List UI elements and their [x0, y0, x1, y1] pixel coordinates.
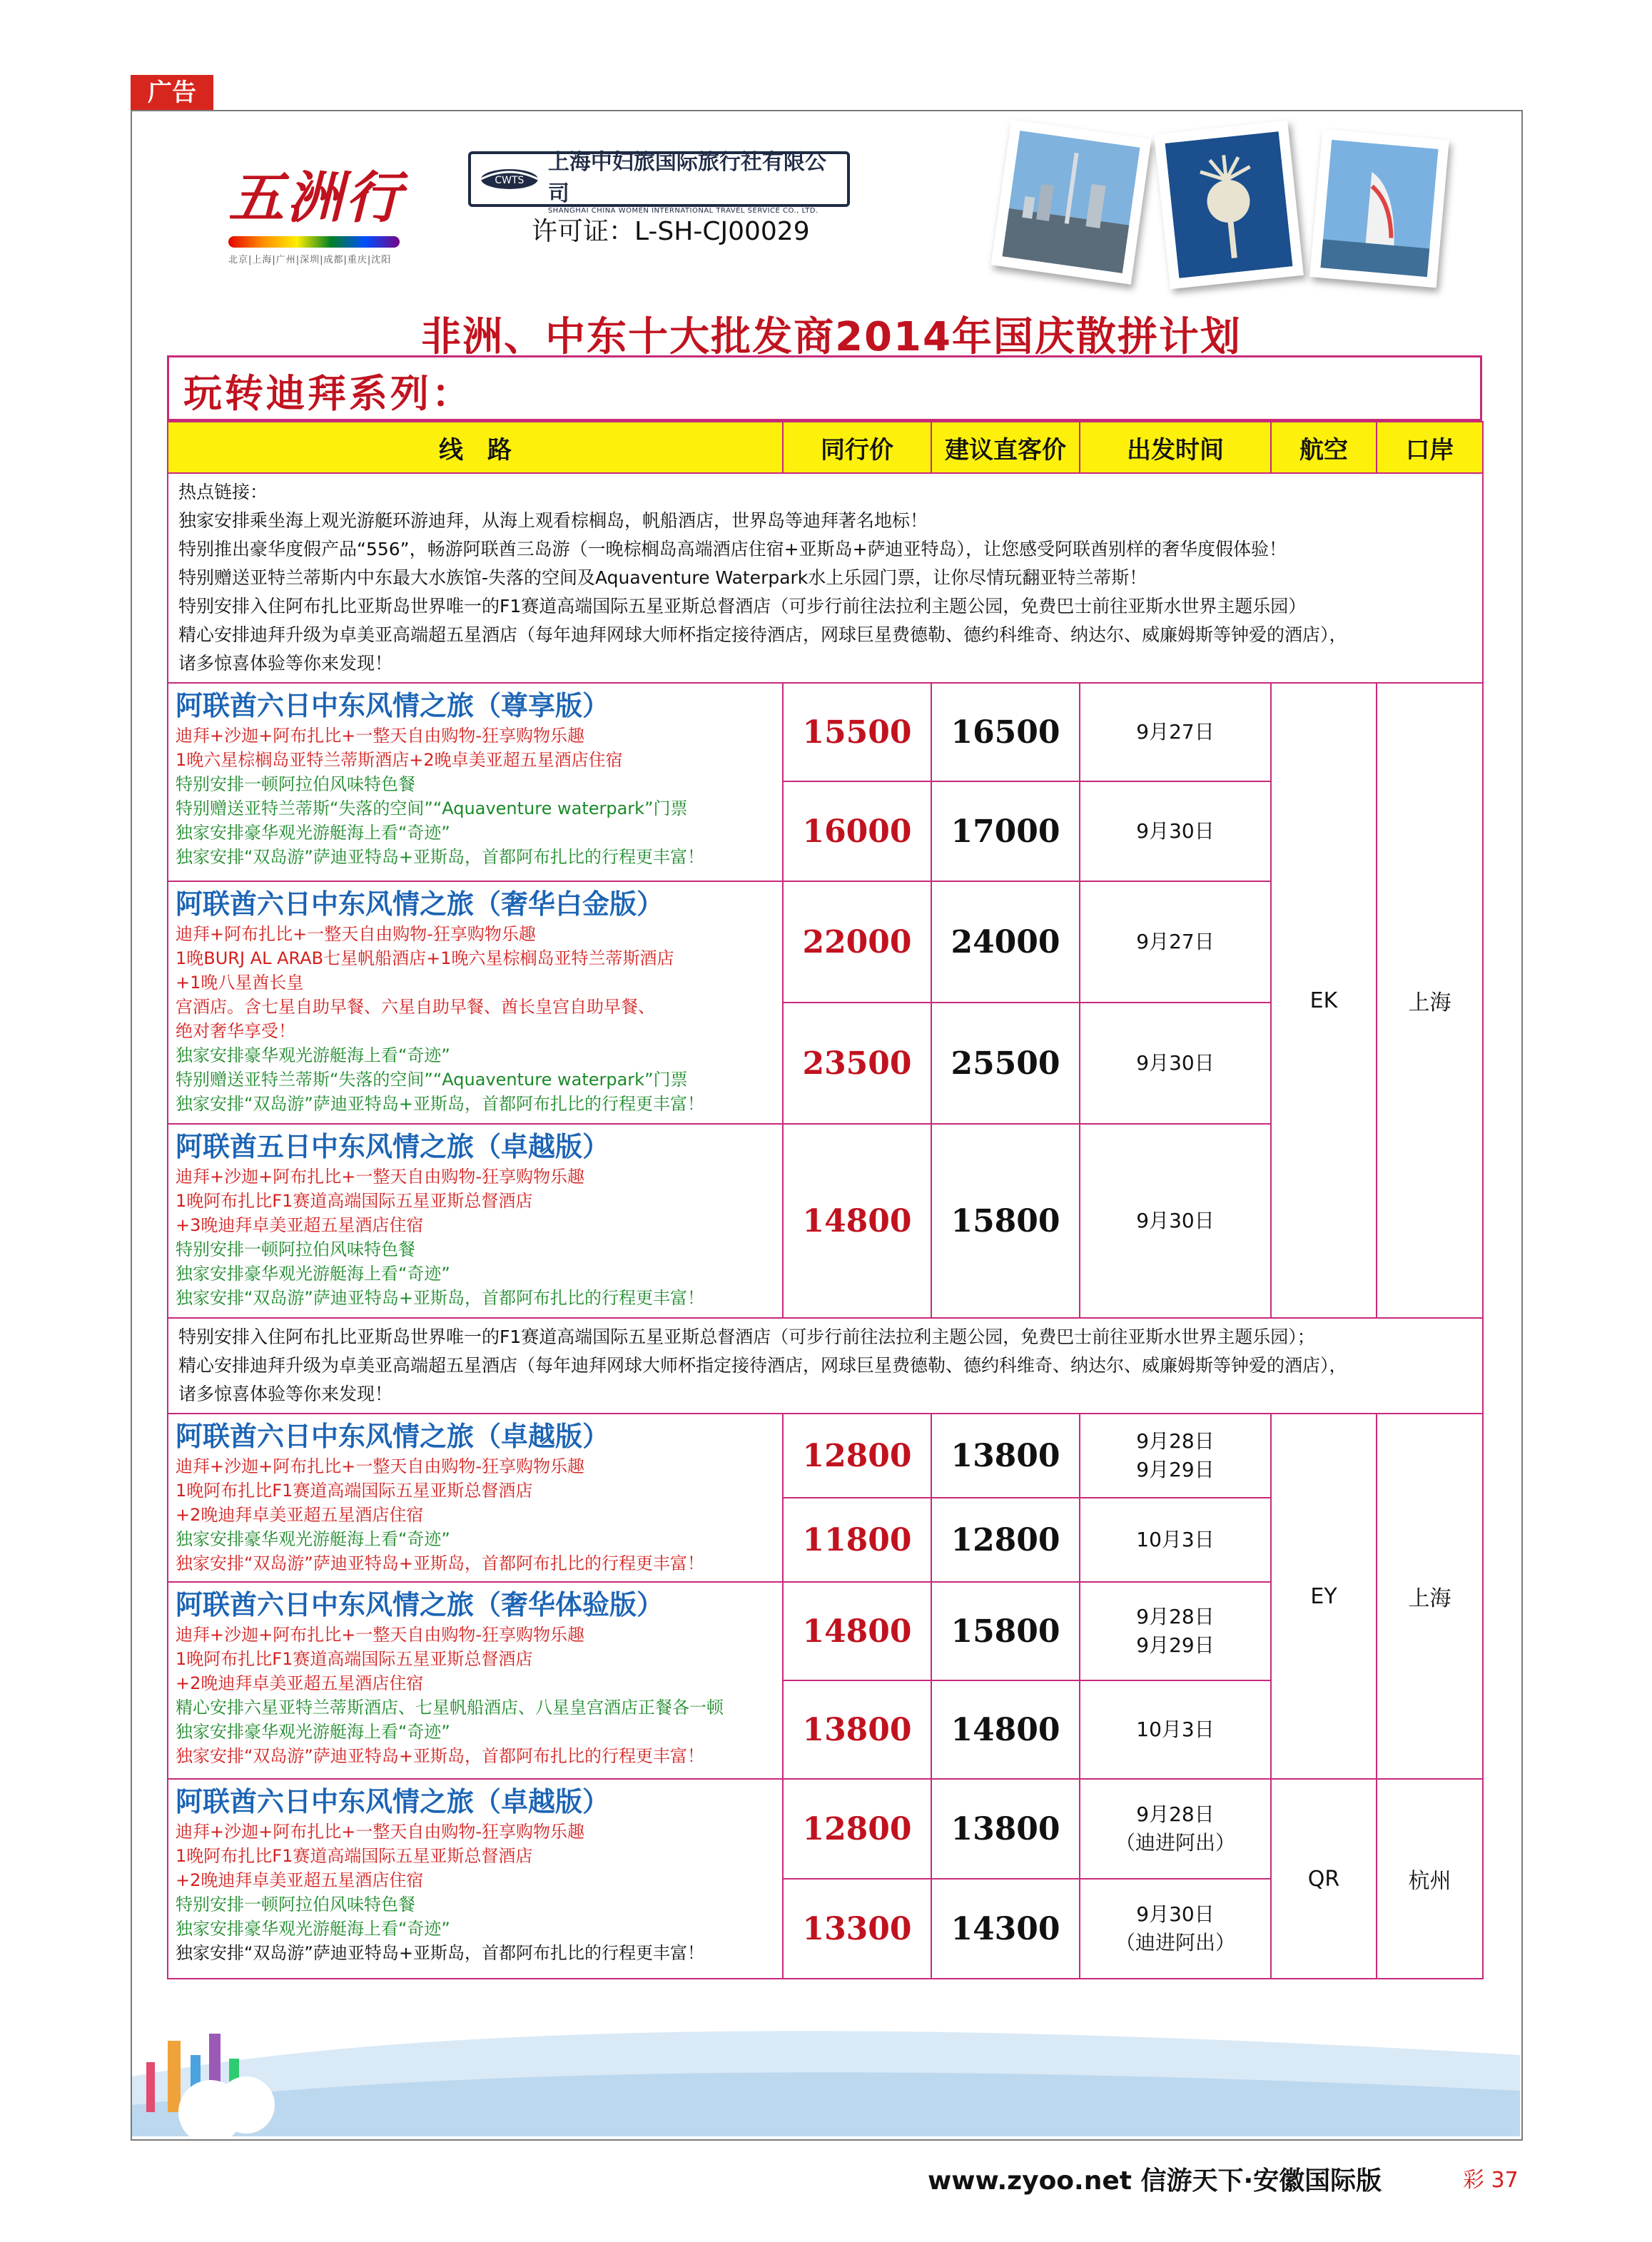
note-line: 特别赠送亚特兰蒂斯内中东最大水族馆-失落的空间及Aquaventure Waterpark水上乐园门票，让你尽情玩翻亚特兰蒂斯！ [178, 567, 1147, 588]
photo-palm-island [1154, 121, 1304, 289]
note-line: 诸多惊喜体验等你来发现！ [178, 653, 393, 674]
route-line: 独家安排豪华观光游艇海上看“奇迹” [176, 1529, 450, 1549]
route-line: 迪拜+沙迦+阿布扎比+一整天自由购物-狂享购物乐趣 [176, 726, 584, 746]
route-line: 精心安排六星亚特兰蒂斯酒店、七星帆船酒店、八星皇宫酒店正餐各一顿 [176, 1698, 724, 1718]
route-line: 绝对奢华享受！ [176, 1021, 295, 1041]
departure-date [1080, 1414, 1271, 1498]
retail-price: 16500 [931, 683, 1080, 781]
palm-island-image [1165, 131, 1293, 278]
airline-cell: EY [1271, 1414, 1377, 1779]
rainbow-stripe [228, 236, 400, 248]
table-row [168, 683, 1483, 781]
date-line: （迪进阿出） [1115, 1831, 1235, 1855]
route-line: +2晚迪拜卓美亚超五星酒店住宿 [176, 1505, 424, 1525]
route-line: +2晚迪拜卓美亚超五星酒店住宿 [176, 1673, 424, 1693]
skyline-image [1002, 131, 1140, 273]
airline-cell: QR [1271, 1779, 1377, 1979]
header-departure: 出发时间 [1080, 422, 1271, 473]
header-port: 口岸 [1377, 422, 1483, 473]
date-line: 9月30日 [1136, 1209, 1215, 1232]
trade-price: 13800 [783, 1680, 931, 1779]
itinerary-table [167, 421, 1484, 1979]
company-name-en: SHANGHAI CHINA WOMEN INTERNATIONAL TRAVEL SERVICE CO., LTD. [547, 206, 819, 215]
route-line: 特别赠送亚特兰蒂斯“失落的空间”“Aquaventure waterpark”门票 [176, 798, 688, 818]
route-line: 1晚阿布扎比F1赛道高端国际五星亚斯总督酒店 [176, 1191, 533, 1211]
route-line: 特别赠送亚特兰蒂斯“失落的空间”“Aquaventure waterpark”门票 [176, 1070, 688, 1090]
route-line: 独家安排豪华观光游艇海上看“奇迹” [176, 1045, 450, 1065]
route-line: 迪拜+沙迦+阿布扎比+一整天自由购物-狂享购物乐趣 [176, 1625, 584, 1645]
date-line: 9月28日 [1136, 1429, 1215, 1453]
page-number: 彩 37 [1463, 2168, 1519, 2193]
route-line: 1晚六星棕榈岛亚特兰蒂斯酒店+2晚卓美亚超五星酒店住宿 [176, 750, 623, 770]
header-airline: 航空 [1271, 422, 1377, 473]
retail-price: 15800 [931, 1124, 1080, 1318]
trade-price: 11800 [783, 1498, 931, 1582]
series-title: 玩转迪拜系列： [183, 371, 473, 416]
retail-price: 15800 [931, 1582, 1080, 1680]
departure-date [1080, 1779, 1271, 1879]
route-cell [168, 1779, 783, 1979]
route-line: +1晚八星酋长皇 [176, 973, 304, 993]
retail-price: 17000 [931, 781, 1080, 881]
route-title: 阿联酋六日中东风情之旅（奢华体验版） [176, 1589, 664, 1620]
retail-price: 24000 [931, 881, 1080, 1003]
photo-burj-al-arab [1309, 129, 1449, 288]
route-line: 特别安排一顿阿拉伯风味特色餐 [176, 1239, 415, 1259]
route-line: 1晚BURJ AL ARAB七星帆船酒店+1晚六星棕榈岛亚特兰蒂斯酒店 [176, 948, 674, 968]
license-number: 许可证：L-SH-CJ00029 [532, 217, 810, 246]
route-line: 独家安排“双岛游”萨迪亚特岛+亚斯岛，首都阿布扎比的行程更丰富！ [176, 1288, 704, 1308]
route-line: 迪拜+沙迦+阿布扎比+一整天自由购物-狂享购物乐趣 [176, 1822, 584, 1842]
port-cell: 杭州 [1377, 1779, 1483, 1979]
trade-price: 12800 [783, 1414, 931, 1498]
main-title: 非洲、中东十大批发商2014年国庆散拼计划 [421, 314, 1242, 360]
route-line: 独家安排“双岛游”萨迪亚特岛+亚斯岛，首都阿布扎比的行程更丰富！ [176, 847, 704, 867]
trade-price: 15500 [783, 683, 931, 781]
route-cell [168, 881, 783, 1124]
port-cell: 上海 [1377, 683, 1483, 1318]
header-trade-price: 同行价 [783, 422, 931, 473]
table-row [168, 473, 1483, 683]
company-logo [468, 149, 850, 215]
date-line: 9月30日 [1136, 1902, 1215, 1926]
date-line: 9月29日 [1136, 1633, 1215, 1657]
date-line: 9月28日 [1136, 1605, 1215, 1628]
trade-price: 14800 [783, 1124, 931, 1318]
note-line: 独家安排乘坐海上观光游艇环游迪拜，从海上观看棕榈岛，帆船酒店，世界岛等迪拜著名地标！ [178, 510, 928, 531]
table-row [168, 1318, 1483, 1414]
route-line: 迪拜+沙迦+阿布扎比+一整天自由购物-狂享购物乐趣 [176, 1456, 584, 1476]
note-line: 特别推出豪华度假产品“556”，畅游阿联酋三岛游（一晚棕榈岛高端酒店住宿+亚斯岛+萨迪亚特岛），让您感受阿联酋别样的奢华度假体验！ [178, 539, 1287, 559]
route-cell [168, 1124, 783, 1318]
photo-dubai-skyline [991, 119, 1152, 285]
ad-label: 广告 [131, 75, 213, 111]
route-line: 独家安排豪华观光游艇海上看“奇迹” [176, 1264, 450, 1284]
route-cell [168, 683, 783, 881]
departure-date [1080, 1582, 1271, 1680]
departure-date [1080, 1680, 1271, 1779]
brand-name: 五洲行 [228, 166, 405, 230]
route-line: 独家安排“双岛游”萨迪亚特岛+亚斯岛，首都阿布扎比的行程更丰富！ [176, 1553, 704, 1573]
series-title-box [167, 355, 1482, 421]
trade-price: 13300 [783, 1879, 931, 1979]
route-title: 阿联酋六日中东风情之旅（卓越版） [176, 1786, 610, 1817]
brand-logo [228, 153, 414, 265]
date-line: 9月29日 [1136, 1458, 1215, 1481]
route-title: 阿联酋六日中东风情之旅（奢华白金版） [176, 888, 664, 920]
trade-price: 23500 [783, 1003, 931, 1124]
table-header-row [168, 422, 1483, 473]
svg-text:CWTS: CWTS [495, 174, 525, 186]
route-line: 1晚阿布扎比F1赛道高端国际五星亚斯总督酒店 [176, 1649, 533, 1669]
brand-cities: 北京|上海|广州|深圳|成都|重庆|沈阳 [228, 255, 392, 265]
table-row [168, 1779, 1483, 1879]
hot-links-note [168, 473, 1483, 683]
trade-price: 16000 [783, 781, 931, 881]
date-line: 9月27日 [1136, 930, 1215, 953]
note-line: 诸多惊喜体验等你来发现！ [178, 1384, 393, 1404]
burj-al-arab-image [1320, 140, 1438, 277]
trade-price: 14800 [783, 1582, 931, 1680]
route-line: +2晚迪拜卓美亚超五星酒店住宿 [176, 1870, 424, 1890]
departure-date [1080, 1124, 1271, 1318]
route-line: 独家安排豪华观光游艇海上看“奇迹” [176, 1722, 450, 1742]
retail-price: 25500 [931, 1003, 1080, 1124]
route-line: 独家安排“双岛游”萨迪亚特岛+亚斯岛，首都阿布扎比的行程更丰富！ [176, 1094, 704, 1114]
note-line: 精心安排迪拜升级为卓美亚高端超五星酒店（每年迪拜网球大师杯指定接待酒店，网球巨星费德勒、德约科维奇、纳达尔、威廉姆斯等钟爱的酒店）， [178, 1355, 1347, 1376]
company-name-cn: 上海中妇旅国际旅行社有限公司 [547, 149, 826, 206]
route-line: 迪拜+阿布扎比+一整天自由购物-狂享购物乐趣 [176, 924, 536, 944]
header-route: 线 路 [168, 422, 783, 473]
retail-price: 14300 [931, 1879, 1080, 1979]
retail-price: 14800 [931, 1680, 1080, 1779]
retail-price: 12800 [931, 1498, 1080, 1582]
cwts-emblem-icon [478, 161, 541, 197]
route-line: 独家安排豪华观光游艇海上看“奇迹” [176, 823, 450, 843]
landmarks-decoration-icon [132, 1969, 1520, 2136]
airline-cell: EK [1271, 683, 1377, 1318]
route-line: 特别安排一顿阿拉伯风味特色餐 [176, 774, 415, 794]
trade-price: 22000 [783, 881, 931, 1003]
retail-price: 13800 [931, 1414, 1080, 1498]
route-line: 独家安排豪华观光游艇海上看“奇迹” [176, 1919, 450, 1939]
date-line: 10月3日 [1136, 1718, 1215, 1741]
date-line: 9月30日 [1136, 819, 1215, 843]
departure-date [1080, 683, 1271, 781]
route-title: 阿联酋六日中东风情之旅（尊享版） [176, 690, 610, 721]
date-line: （迪进阿出） [1115, 1931, 1235, 1954]
route-cell [168, 1414, 783, 1582]
route-title: 阿联酋五日中东风情之旅（卓越版） [176, 1131, 610, 1162]
date-line: 9月30日 [1136, 1051, 1215, 1075]
route-line: 特别安排一顿阿拉伯风味特色餐 [176, 1894, 415, 1914]
note-line: 特别安排入住阿布扎比亚斯岛世界唯一的F1赛道高端国际五星亚斯总督酒店（可步行前往法拉利主题公园，免费巴士前往亚斯水世界主题乐园）； [178, 1327, 1315, 1347]
route-line: 独家安排“双岛游”萨迪亚特岛+亚斯岛，首都阿布扎比的行程更丰富！ [176, 1943, 704, 1963]
departure-date [1080, 881, 1271, 1003]
date-line: 9月28日 [1136, 1802, 1215, 1826]
table-row [168, 1414, 1483, 1498]
departure-date [1080, 781, 1271, 881]
note-line: 热点链接： [178, 482, 268, 502]
header-retail-price: 建议直客价 [931, 422, 1080, 473]
route-line: 1晚阿布扎比F1赛道高端国际五星亚斯总督酒店 [176, 1481, 533, 1501]
route-line: 1晚阿布扎比F1赛道高端国际五星亚斯总督酒店 [176, 1846, 533, 1866]
hotel-note [168, 1318, 1483, 1414]
footer-url[interactable]: www.zyoo.net 信游天下·安徽国际版 [928, 2166, 1382, 2196]
route-title: 阿联酋六日中东风情之旅（卓越版） [176, 1421, 610, 1452]
departure-date [1080, 1879, 1271, 1979]
note-line: 精心安排迪拜升级为卓美亚高端超五星酒店（每年迪拜网球大师杯指定接待酒店，网球巨星费德勒、德约科维奇、纳达尔、威廉姆斯等钟爱的酒店）， [178, 624, 1347, 645]
date-line: 9月27日 [1136, 720, 1215, 744]
route-cell [168, 1582, 783, 1779]
route-line: 独家安排“双岛游”萨迪亚特岛+亚斯岛，首都阿布扎比的行程更丰富！ [176, 1746, 704, 1766]
departure-date [1080, 1498, 1271, 1582]
port-cell: 上海 [1377, 1414, 1483, 1779]
route-line: 宫酒店。含七星自助早餐、六星自助早餐、酋长皇宫自助早餐、 [176, 997, 655, 1017]
trade-price: 12800 [783, 1779, 931, 1879]
date-line: 10月3日 [1136, 1528, 1215, 1551]
departure-date [1080, 1003, 1271, 1124]
route-line: 迪拜+沙迦+阿布扎比+一整天自由购物-狂享购物乐趣 [176, 1167, 584, 1187]
route-line: +3晚迪拜卓美亚超五星酒店住宿 [176, 1215, 424, 1235]
retail-price: 13800 [931, 1779, 1080, 1879]
note-line: 特别安排入住阿布扎比亚斯岛世界唯一的F1赛道高端国际五星亚斯总督酒店（可步行前往法拉利主题公园，免费巴士前往亚斯水世界主题乐园） [178, 596, 1307, 617]
